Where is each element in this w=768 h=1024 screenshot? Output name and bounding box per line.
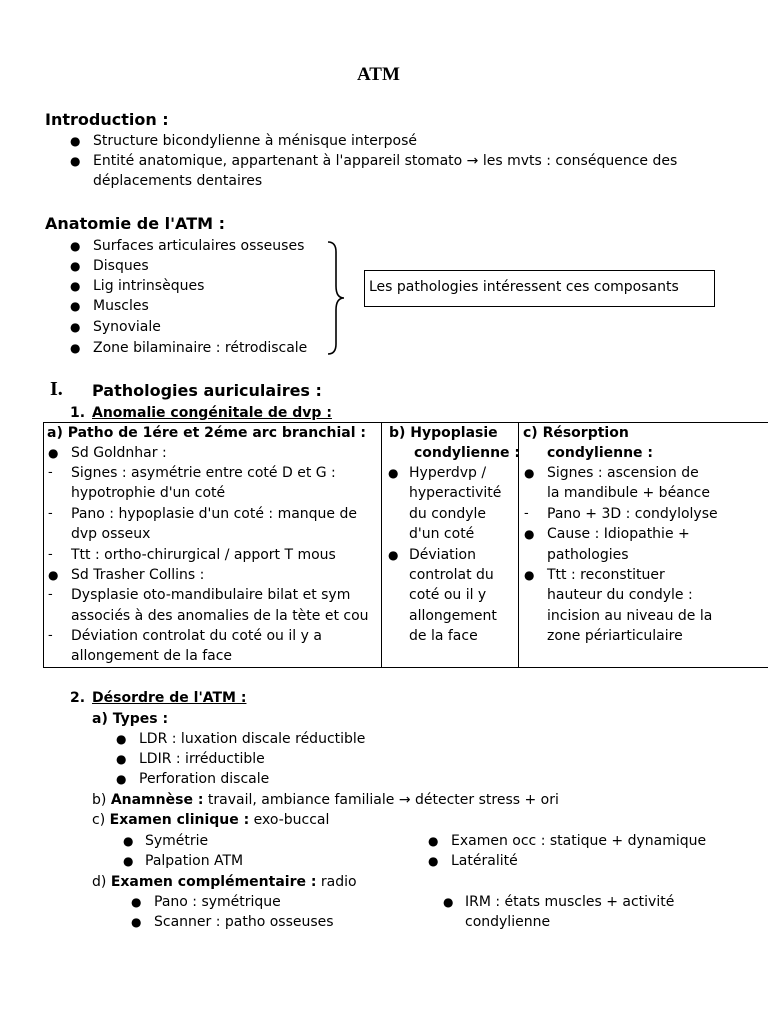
col-a-line: dvp osseux: [71, 526, 151, 542]
dash-icon: -: [48, 547, 53, 562]
col-a-line: Déviation controlat du coté ou il y a: [71, 628, 322, 644]
type-item: LDR : luxation discale réductible: [139, 731, 366, 747]
col-a-line: allongement de la face: [71, 648, 233, 664]
col-a-line: Sd Trasher Collins :: [71, 567, 205, 583]
anatomie-item: Muscles: [93, 298, 149, 314]
dash-icon: -: [48, 465, 53, 480]
col-c-line: pathologies: [547, 547, 629, 563]
examen-complementaire-text: radio: [320, 874, 357, 890]
bullet-icon: ●: [70, 134, 81, 148]
clinique-left-item: Symétrie: [145, 833, 209, 849]
intro-item-text: Entité anatomique, appartenant à l'appareil stomato: [93, 153, 463, 169]
bullet-icon: ●: [116, 732, 127, 746]
sub2-label: Désordre de l'ATM :: [92, 690, 247, 706]
col-b-line: Déviation: [409, 547, 476, 563]
examen-complementaire-label: Examen complémentaire :: [110, 874, 317, 890]
examen-clinique-label: Examen clinique :: [109, 812, 250, 828]
col-b-line: coté ou il y: [409, 587, 487, 603]
bullet-icon: ●: [428, 834, 439, 848]
note-box: [364, 270, 715, 307]
examen-complementaire-prefix: d): [92, 874, 107, 890]
arrow-right-icon: →: [398, 792, 411, 808]
sub2-number: 2.: [70, 690, 86, 706]
col-b-line: du condyle: [409, 506, 487, 522]
bullet-icon: ●: [70, 299, 81, 313]
bullet-icon: ●: [524, 568, 535, 582]
col-c-header: condylienne :: [547, 445, 654, 461]
col-c-line: Cause : Idiopathie +: [547, 526, 690, 542]
col-b-line: de la face: [409, 628, 478, 644]
section-heading: Pathologies auriculaires :: [92, 381, 322, 400]
note-text: Les pathologies intéressent ces composants: [369, 279, 679, 295]
intro-item-text: les mvts : conséquence des: [482, 153, 678, 169]
table-divider: [381, 422, 382, 667]
clinique-left-item: Palpation ATM: [145, 853, 244, 869]
clinique-right-item: Examen occ : statique + dynamique: [451, 833, 707, 849]
complementaire-right-item: condylienne: [465, 914, 551, 930]
type-item: Perforation discale: [139, 771, 270, 787]
bullet-icon: ●: [131, 895, 142, 909]
section-numeral: I.: [50, 378, 63, 400]
bullet-icon: ●: [116, 752, 127, 766]
bullet-icon: ●: [131, 915, 142, 929]
intro-item: Structure bicondylienne à ménisque interposé: [93, 133, 418, 149]
page-title: ATM: [357, 64, 400, 85]
bullet-icon: ●: [388, 466, 399, 480]
types-label: a) Types :: [92, 711, 169, 727]
bullet-icon: ●: [48, 568, 59, 582]
bullet-icon: ●: [123, 854, 134, 868]
bullet-icon: ●: [123, 834, 134, 848]
col-a-header: a) Patho de 1ére et 2éme arc branchial :: [47, 425, 367, 441]
dash-icon: -: [48, 506, 53, 521]
col-b-line: Hyperdvp /: [409, 465, 487, 481]
col-a-line: associés à des anomalies de la tète et cou: [71, 608, 369, 624]
col-a-line: Ttt : ortho-chirurgical / apport T mous: [71, 547, 336, 563]
type-item: LDIR : irréductible: [139, 751, 265, 767]
col-a-line: Signes : asymétrie entre coté D et G :: [71, 465, 336, 481]
col-a-line: Dysplasie oto-mandibulaire bilat et sym: [71, 587, 351, 603]
bullet-icon: ●: [70, 154, 81, 168]
anamnese-label: Anamnèse :: [110, 792, 204, 808]
anatomie-item: Lig intrinsèques: [93, 278, 205, 294]
bullet-icon: ●: [428, 854, 439, 868]
col-c-line: incision au niveau de la: [547, 608, 713, 624]
intro-item-continuation: déplacements dentaires: [93, 173, 263, 189]
anatomie-item: Zone bilaminaire : rétrodiscale: [93, 340, 308, 356]
bullet-icon: ●: [48, 446, 59, 460]
col-b-line: d'un coté: [409, 526, 475, 542]
complementaire-left-item: Pano : symétrique: [154, 894, 281, 910]
dash-icon: -: [48, 628, 53, 643]
examen-complementaire-line: [92, 872, 357, 892]
bullet-icon: ●: [388, 548, 399, 562]
anamnese-prefix: b): [92, 792, 107, 808]
anatomie-item: Synoviale: [93, 319, 161, 335]
examen-clinique-prefix: c): [92, 812, 106, 828]
dash-icon: -: [524, 506, 529, 521]
bullet-icon: ●: [70, 239, 81, 253]
clinique-right-item: Latéralité: [451, 853, 518, 869]
col-c-line: hauteur du condyle :: [547, 587, 693, 603]
anamnese-text-2: détecter stress + ori: [415, 792, 559, 808]
col-a-line: hypotrophie d'un coté: [71, 485, 226, 501]
anatomie-item: Disques: [93, 258, 149, 274]
bullet-icon: ●: [70, 341, 81, 355]
col-b-line: hyperactivité: [409, 485, 502, 501]
sub1-label: Anomalie congénitale de dvp :: [92, 405, 332, 421]
bullet-icon: ●: [443, 895, 454, 909]
col-b-line: controlat du: [409, 567, 494, 583]
col-b-line: allongement: [409, 608, 497, 624]
bullet-icon: ●: [70, 259, 81, 273]
col-a-line: Sd Goldnhar :: [71, 445, 167, 461]
sub1-number: 1.: [70, 405, 86, 421]
col-c-line: Signes : ascension de: [547, 465, 699, 481]
bullet-icon: ●: [116, 772, 127, 786]
anamnese-text: travail, ambiance familiale: [207, 792, 395, 808]
bullet-icon: ●: [70, 279, 81, 293]
anatomie-item: Surfaces articulaires osseuses: [93, 238, 305, 254]
anamnese-line: [92, 790, 559, 810]
col-b-header: b) Hypoplasie: [389, 425, 498, 441]
col-a-line: Pano : hypoplasie d'un coté : manque de: [71, 506, 357, 522]
bullet-icon: ●: [70, 320, 81, 334]
bullet-icon: ●: [524, 527, 535, 541]
right-brace-icon: [324, 240, 346, 356]
col-c-line: Ttt : reconstituer: [547, 567, 665, 583]
anatomie-heading: Anatomie de l'ATM :: [45, 214, 225, 233]
examen-clinique-text: exo-buccal: [253, 812, 330, 828]
col-c-line: zone périarticulaire: [547, 628, 683, 644]
col-b-header: condylienne :: [414, 445, 521, 461]
dash-icon: -: [48, 587, 53, 602]
intro-heading: Introduction :: [45, 110, 169, 129]
examen-clinique-line: [92, 810, 329, 830]
col-c-line: la mandibule + béance: [547, 485, 710, 501]
bullet-icon: ●: [524, 466, 535, 480]
arrow-right-icon: →: [466, 153, 479, 169]
complementaire-right-item: IRM : états muscles + activité: [465, 894, 675, 910]
intro-item: [93, 151, 677, 171]
col-c-header: c) Résorption: [523, 425, 629, 441]
col-c-line: Pano + 3D : condylolyse: [547, 506, 718, 522]
complementaire-left-item: Scanner : patho osseuses: [154, 914, 334, 930]
